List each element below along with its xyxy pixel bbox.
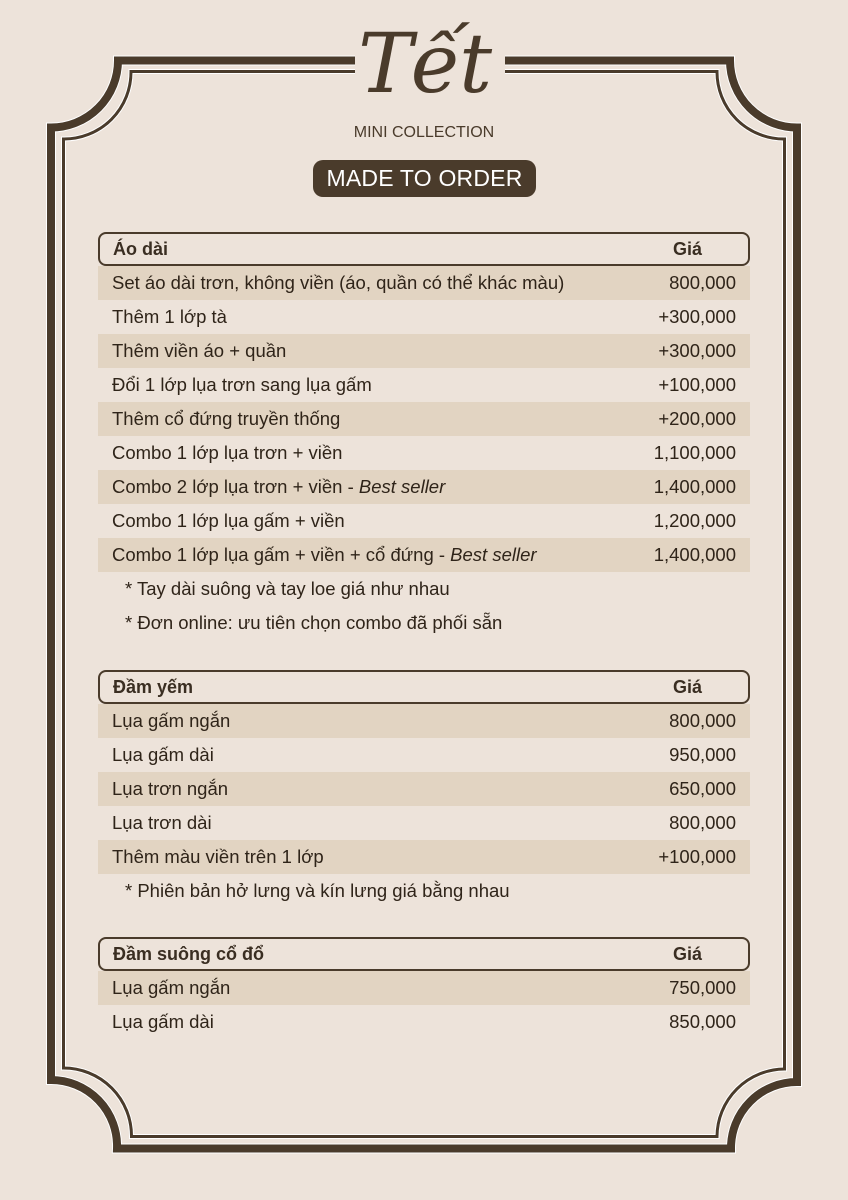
section-header xyxy=(98,232,750,266)
section-title: Đầm yếm xyxy=(113,676,194,697)
item-label-text: Thêm cổ đứng truyền thống xyxy=(112,408,341,429)
section-title: Đầm suông cổ đổ xyxy=(113,943,265,964)
item-label xyxy=(112,340,286,362)
item-label xyxy=(112,476,445,498)
price-row xyxy=(98,436,750,470)
price-row xyxy=(98,738,750,772)
collection-subtitle: MINI COLLECTION xyxy=(353,124,495,141)
price-row xyxy=(98,504,750,538)
item-price: +200,000 xyxy=(658,408,736,429)
item-label-text: Combo 2 lớp lụa trơn + viền - xyxy=(112,476,359,497)
item-label-text: Đổi 1 lớp lụa trơn sang lụa gấm xyxy=(112,374,372,395)
item-label-text: Combo 1 lớp lụa gấm + viền xyxy=(112,510,345,531)
item-price: +300,000 xyxy=(658,306,736,327)
footnote: * Tay dài suông và tay loe giá như nhau xyxy=(125,578,450,599)
logo-title: Tết xyxy=(357,17,491,112)
price-row xyxy=(98,772,750,806)
section-title: Áo dài xyxy=(113,238,169,259)
item-label-text: Lụa gấm ngắn xyxy=(112,710,231,731)
item-label-text: Lụa gấm dài xyxy=(112,1011,214,1032)
footnote: * Đơn online: ưu tiên chọn combo đã phối sẵn xyxy=(125,612,503,633)
item-label xyxy=(112,1011,214,1033)
price-row xyxy=(98,266,750,300)
item-label-text: Thêm màu viền trên 1 lớp xyxy=(112,846,324,867)
item-price: 1,400,000 xyxy=(653,476,736,497)
price-column-header: Giá xyxy=(672,943,702,964)
item-label xyxy=(112,544,537,566)
item-price: 750,000 xyxy=(669,977,736,998)
item-label xyxy=(112,306,227,328)
price-row xyxy=(98,402,750,436)
section-header xyxy=(98,937,750,971)
item-label xyxy=(112,744,214,766)
price-row xyxy=(98,470,750,504)
price-row xyxy=(98,971,750,1005)
price-row xyxy=(98,368,750,402)
item-label-text: Lụa gấm dài xyxy=(112,744,214,765)
section-dam-suong-co-do xyxy=(98,937,750,1039)
best-seller-tag: Best seller xyxy=(450,544,537,565)
price-column-header: Giá xyxy=(672,676,702,697)
item-price: 1,200,000 xyxy=(653,510,736,531)
item-price: +100,000 xyxy=(658,374,736,395)
item-label xyxy=(112,374,372,396)
best-seller-tag: Best seller xyxy=(358,476,446,497)
item-label xyxy=(112,812,212,834)
price-row xyxy=(98,1005,750,1039)
footnote: * Phiên bản hở lưng và kín lưng giá bằng nhau xyxy=(125,880,510,901)
price-row xyxy=(98,840,750,874)
price-row xyxy=(98,334,750,368)
item-label-text: Lụa trơn ngắn xyxy=(112,778,229,799)
item-label-text: Set áo dài trơn, không viền (áo, quần có thể khác màu) xyxy=(112,272,565,293)
item-price: 1,100,000 xyxy=(653,442,736,463)
item-label-text: Combo 1 lớp lụa trơn + viền xyxy=(112,442,343,463)
item-label xyxy=(112,408,340,430)
item-label xyxy=(112,272,564,294)
item-price: 800,000 xyxy=(669,710,736,731)
item-label-text: Lụa gấm ngắn xyxy=(112,977,231,998)
item-label-text: Thêm 1 lớp tà xyxy=(112,306,227,327)
item-label xyxy=(112,977,230,999)
made-to-order-badge: MADE TO ORDER xyxy=(313,160,536,197)
item-label-text: Combo 1 lớp lụa gấm + viền + cổ đứng - xyxy=(112,544,451,565)
item-label xyxy=(112,846,324,868)
price-row xyxy=(98,300,750,334)
item-price: 800,000 xyxy=(669,272,736,293)
item-label-text: Thêm viền áo + quần xyxy=(112,340,287,361)
price-row xyxy=(98,704,750,738)
price-row xyxy=(98,538,750,572)
logo xyxy=(324,14,524,124)
item-price: 800,000 xyxy=(669,812,736,833)
item-price: 950,000 xyxy=(669,744,736,765)
item-label-text: Lụa trơn dài xyxy=(112,812,212,833)
section-ao-dai xyxy=(98,232,750,640)
item-price: 850,000 xyxy=(669,1011,736,1032)
section-header xyxy=(98,670,750,704)
price-row xyxy=(98,806,750,840)
section-dam-yem xyxy=(98,670,750,908)
item-price: 650,000 xyxy=(669,778,736,799)
item-price: +100,000 xyxy=(658,846,736,867)
price-column-header: Giá xyxy=(672,238,702,259)
item-label xyxy=(112,778,228,800)
item-price: 1,400,000 xyxy=(653,544,736,565)
item-label xyxy=(112,510,345,532)
item-label xyxy=(112,710,230,732)
item-price: +300,000 xyxy=(658,340,736,361)
item-label xyxy=(112,442,342,464)
